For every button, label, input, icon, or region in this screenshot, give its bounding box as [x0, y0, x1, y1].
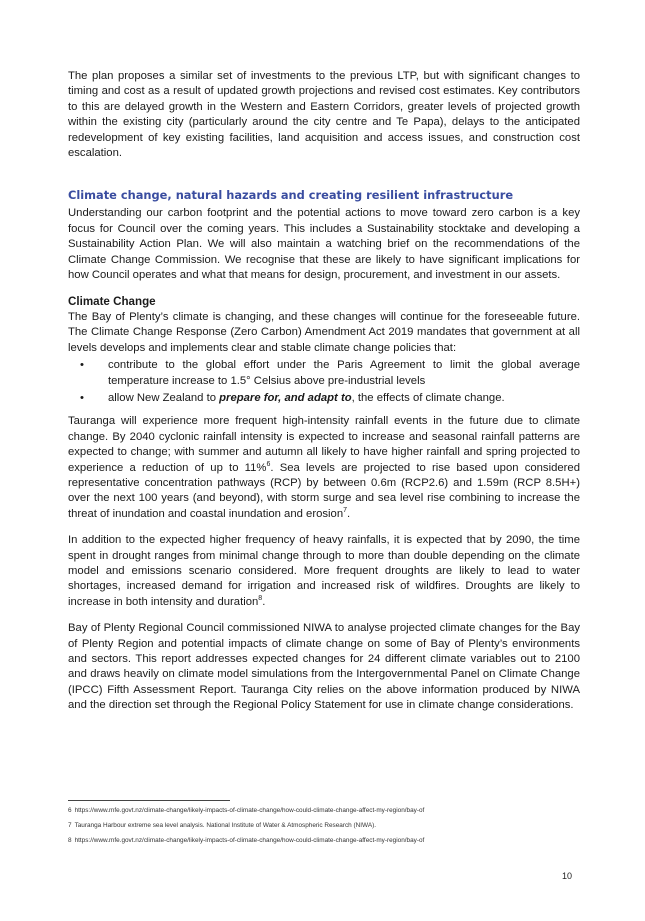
list-item: [68, 391, 580, 406]
footnote: [68, 837, 580, 845]
footnote-ref[interactable]: 8: [258, 595, 263, 603]
footnote-text: Tauranga Harbour extreme sea level analysis. National Institute of Water & Atmospheric Research (NIWA).: [74, 822, 376, 829]
footnote-number: 7: [68, 822, 72, 829]
list-item-text: contribute to the global effort under the Paris Agreement to limit the global average temperature increase to 1.5° Celsius above pre-industrial levels: [108, 359, 580, 387]
footnote: [68, 807, 580, 815]
intro-paragraph: The plan proposes a similar set of investments to the previous LTP, but with significant changes to timing and cost as a result of updated growth projections and revised cost estimates. Key contributors to this are delayed growth in the Western and Eastern Corridors, greater levels of projected growth within the existing city (particularly around the city centre and Te Papa), delays to the anticipated redevelopment of key existing facilities, land acquisition and access issues, and construction cost escalation.: [68, 70, 580, 160]
drought-paragraph: [68, 533, 580, 610]
section-heading: Climate change, natural hazards and creating resilient infrastructure: [68, 188, 514, 203]
footnotes: [68, 807, 580, 852]
climate-change-heading: Climate Change: [68, 295, 156, 309]
page-content: [68, 69, 580, 725]
page-number: 10: [562, 871, 573, 881]
list-item-text-after: , the effects of climate change.: [351, 391, 505, 404]
list-item-emphasis: prepare for, and adapt to: [219, 391, 352, 404]
footnote-link[interactable]: https://www.mfe.govt.nz/climate-change/likely-impacts-of-climate-change/how-could-climate-change-affect-my-region/bay-of: [74, 807, 425, 814]
list-item-text-before: allow New Zealand to: [108, 391, 220, 404]
climate-intro-paragraph: The Bay of Plenty’s climate is changing, and these changes will continue for the foreseeable future. The Climate Change Response (Zero Carbon) Amendment Act 2019 mandates that government at all levels develops and implements clear and stable climate change policies that:: [68, 310, 580, 354]
sea-level-text: . Sea levels are projected to rise based upon considered representative concentration pathways (RCP) by between 0.6m (RCP2.6) and 1.59m (RCP 8.5H+) over the next 100 years (and beyond), with storm surge and sea level rise combining to increase the threat of inundation and coastal inundation and erosion: [68, 461, 580, 520]
footnote-divider: [68, 800, 230, 801]
footnote-number: 8: [68, 837, 72, 844]
drought-text: In addition to the expected higher frequency of heavy rainfalls, it is expected that by 2090, the time spent in drought ranges from minimal change through to more than double depending on the climate model and emissions scenario considered. More frequent droughts are likely to lead to water shortages, increased demand for irrigation and increased risk of wildfires. Droughts are likely to increase in both intensity and duration: [68, 534, 580, 608]
section-paragraph: Understanding our carbon footprint and the potential actions to move toward zero carbon is a key focus for Council over the coming years. This includes a Sustainability stocktake and developing a Sustainability Action Plan. We will also maintain a watching brief on the recommendations of the Climate Change Commission. We recognise that these are likely to have significant implications for how Council operates and what that means for design, procurement, and investment in our assets.: [68, 207, 580, 282]
bullet-icon: •: [80, 391, 84, 404]
rainfall-paragraph: [68, 414, 580, 522]
footnote-number: 6: [68, 807, 72, 814]
footnote-link[interactable]: https://www.mfe.govt.nz/climate-change/likely-impacts-of-climate-change/how-could-climate-change-affect-my-region/bay-of: [74, 837, 425, 844]
footnote: [68, 822, 580, 830]
footnote-ref[interactable]: 7: [343, 506, 348, 514]
period-text: .: [262, 595, 266, 608]
policy-list: [68, 358, 580, 406]
period-text: .: [347, 507, 351, 520]
niwa-paragraph: Bay of Plenty Regional Council commissioned NIWA to analyse projected climate changes for the Bay of Plenty Region and potential impacts of climate change on some of Bay of Plenty’s environments and sectors. This report addresses expected changes for 24 different climate variables out to 2100 and draws heavily on climate model simulations from the Intergovernmental Panel on Climate Change (IPCC) Fifth Assessment Report. Tauranga City relies on the above information produced by NIWA and the direction set through the Regional Policy Statement for use in climate change considerations.: [68, 622, 580, 712]
rainfall-text: Tauranga will experience more frequent high-intensity rainfall events in the future due to climate change. By 2040 cyclonic rainfall intensity is expected to increase and seasonal rainfall patterns are expected to change; with summer and autumn all likely to have higher rainfall and spring projected to experience a reduction of up to 11%: [68, 415, 580, 474]
footnote-ref[interactable]: 6: [266, 460, 271, 468]
bullet-icon: •: [80, 359, 84, 372]
list-item: [68, 358, 580, 389]
